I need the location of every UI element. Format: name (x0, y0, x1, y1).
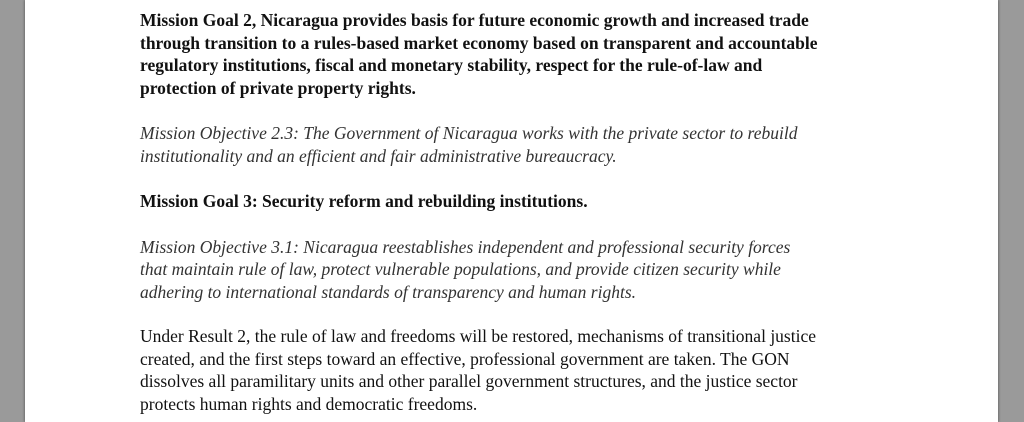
text-line: protects human rights and democratic freedoms. (140, 393, 478, 414)
text-line: Mission Objective 3.1: Nicaragua reestablishes independent and professional security forces (140, 236, 791, 257)
text-line: Mission Goal 2, Nicaragua provides basis for future economic growth and increased trade (140, 10, 809, 30)
result-2-paragraph (140, 325, 900, 415)
text-line: Mission Goal 3: Security reform and rebuilding institutions. (140, 191, 588, 211)
text-line: Mission Objective 2.3: The Government of Nicaragua works with the private sector to rebuild (140, 123, 798, 143)
text-line: institutionality and an efficient and fair administrative bureaucracy. (140, 145, 617, 166)
page-content (140, 9, 900, 415)
text-line: adhering to international standards of transparency and human rights. (140, 281, 636, 302)
text-line: dissolves all paramilitary units and other parallel government structures, and the justice sector (140, 371, 798, 391)
text-line: created, and the first steps toward an effective, professional government are taken. The GON (140, 348, 790, 369)
text-line: protection of private property rights. (140, 77, 416, 98)
mission-goal-3-heading (140, 190, 900, 213)
text-line: regulatory institutions, fiscal and monetary stability, respect for the rule-of-law and (140, 55, 763, 75)
text-line: Under Result 2, the rule of law and freedoms will be restored, mechanisms of transitional justice (140, 326, 816, 346)
mission-goal-2-heading (140, 9, 900, 99)
mission-objective-2-3 (140, 122, 900, 167)
mission-objective-3-1 (140, 236, 900, 304)
text-line: that maintain rule of law, protect vulnerable populations, and provide citizen security while (140, 259, 781, 279)
document-page (25, 0, 998, 422)
text-line: through transition to a rules-based market economy based on transparent and accountable (140, 32, 818, 53)
